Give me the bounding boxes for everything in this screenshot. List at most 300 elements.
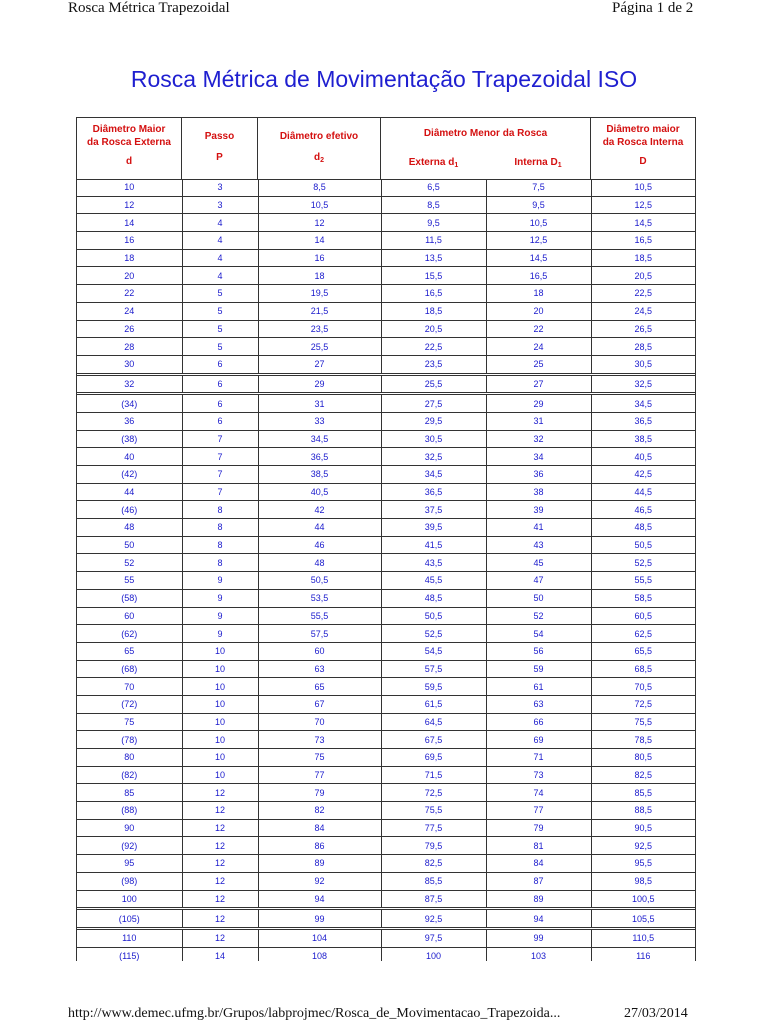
- cell-effective-diameter-d2: 25,5: [258, 338, 381, 356]
- cell-major-internal-D: 78,5: [591, 731, 695, 749]
- col4-subscript: 1: [454, 162, 459, 169]
- cell-minor-external-d1: 11,5: [381, 232, 486, 250]
- page-number: Página 1 de 2: [612, 0, 694, 16]
- table-row: [77, 625, 695, 643]
- cell-effective-diameter-d2: 92: [258, 872, 381, 890]
- cell-major-diameter-d: (88): [77, 802, 182, 820]
- table-row: [77, 928, 695, 947]
- cell-effective-diameter-d2: 21,5: [258, 302, 381, 320]
- cell-major-diameter-d: 26: [77, 320, 182, 338]
- cell-effective-diameter-d2: 79: [258, 784, 381, 802]
- table-row: [77, 909, 695, 929]
- table-row: [77, 819, 695, 837]
- table-row: [77, 320, 695, 338]
- cell-major-internal-D: 50,5: [591, 536, 695, 554]
- cell-minor-internal-D1: 74: [486, 784, 591, 802]
- cell-minor-external-d1: 67,5: [381, 731, 486, 749]
- cell-major-internal-D: 40,5: [591, 448, 695, 466]
- table-row: [77, 519, 695, 537]
- cell-major-internal-D: 105,5: [591, 909, 695, 929]
- cell-minor-internal-D1: 41: [486, 519, 591, 537]
- cell-pitch-p: 12: [182, 928, 258, 947]
- cell-minor-external-d1: 97,5: [381, 928, 486, 947]
- cell-major-diameter-d: 50: [77, 536, 182, 554]
- cell-pitch-p: 10: [182, 678, 258, 696]
- cell-effective-diameter-d2: 63: [258, 660, 381, 678]
- cell-minor-external-d1: 43,5: [381, 554, 486, 572]
- cell-effective-diameter-d2: 44: [258, 519, 381, 537]
- cell-minor-internal-D1: 84: [486, 855, 591, 873]
- col-major-diameter-external-header: [77, 123, 181, 168]
- cell-pitch-p: 12: [182, 909, 258, 929]
- cell-major-diameter-d: 48: [77, 519, 182, 537]
- cell-pitch-p: 10: [182, 713, 258, 731]
- cell-major-diameter-d: (34): [77, 394, 182, 413]
- cell-pitch-p: 10: [182, 766, 258, 784]
- table-row: [77, 179, 695, 196]
- cell-major-internal-D: 88,5: [591, 802, 695, 820]
- col6-symbol: D: [639, 156, 647, 167]
- cell-minor-internal-D1: 63: [486, 695, 591, 713]
- cell-minor-external-d1: 45,5: [381, 572, 486, 590]
- cell-pitch-p: 10: [182, 660, 258, 678]
- cell-pitch-p: 3: [182, 196, 258, 214]
- cell-minor-external-d1: 64,5: [381, 713, 486, 731]
- col6-line1: Diâmetro maior: [606, 124, 680, 135]
- cell-effective-diameter-d2: 14: [258, 232, 381, 250]
- cell-pitch-p: 10: [182, 642, 258, 660]
- col1-symbol: d: [125, 156, 133, 167]
- cell-effective-diameter-d2: 73: [258, 731, 381, 749]
- cell-effective-diameter-d2: 53,5: [258, 589, 381, 607]
- cell-major-internal-D: 26,5: [591, 320, 695, 338]
- cell-major-internal-D: 38,5: [591, 430, 695, 448]
- cell-effective-diameter-d2: 12: [258, 214, 381, 232]
- cell-effective-diameter-d2: 86: [258, 837, 381, 855]
- cell-pitch-p: 10: [182, 749, 258, 767]
- cell-effective-diameter-d2: 34,5: [258, 430, 381, 448]
- cell-major-internal-D: 85,5: [591, 784, 695, 802]
- col5-subscript: 1: [557, 162, 562, 169]
- cell-effective-diameter-d2: 57,5: [258, 625, 381, 643]
- cell-effective-diameter-d2: 48: [258, 554, 381, 572]
- cell-minor-external-d1: 59,5: [381, 678, 486, 696]
- cell-major-internal-D: 58,5: [591, 589, 695, 607]
- cell-major-diameter-d: 14: [77, 214, 182, 232]
- cell-major-diameter-d: (105): [77, 909, 182, 929]
- cell-minor-external-d1: 57,5: [381, 660, 486, 678]
- cell-major-diameter-d: (82): [77, 766, 182, 784]
- cell-major-diameter-d: 28: [77, 338, 182, 356]
- cell-major-internal-D: 34,5: [591, 394, 695, 413]
- cell-major-diameter-d: 16: [77, 232, 182, 250]
- cell-minor-external-d1: 25,5: [381, 374, 486, 394]
- cell-pitch-p: 12: [182, 802, 258, 820]
- cell-major-internal-D: 46,5: [591, 501, 695, 519]
- cell-effective-diameter-d2: 18: [258, 267, 381, 285]
- cell-major-diameter-d: 10: [77, 179, 182, 196]
- table-row: [77, 536, 695, 554]
- table-row: [77, 355, 695, 374]
- cell-minor-internal-D1: 39: [486, 501, 591, 519]
- table-row: [77, 338, 695, 356]
- cell-major-diameter-d: (98): [77, 872, 182, 890]
- cell-major-diameter-d: 32: [77, 374, 182, 394]
- cell-pitch-p: 5: [182, 302, 258, 320]
- cell-effective-diameter-d2: 60: [258, 642, 381, 660]
- cell-minor-external-d1: 71,5: [381, 766, 486, 784]
- cell-pitch-p: 12: [182, 855, 258, 873]
- cell-minor-external-d1: 50,5: [381, 607, 486, 625]
- cell-major-diameter-d: (92): [77, 837, 182, 855]
- cell-pitch-p: 3: [182, 179, 258, 196]
- cell-minor-internal-D1: 59: [486, 660, 591, 678]
- col2-line1: Passo: [204, 131, 235, 142]
- cell-minor-external-d1: 37,5: [381, 501, 486, 519]
- cell-pitch-p: 4: [182, 214, 258, 232]
- cell-major-diameter-d: 55: [77, 572, 182, 590]
- col-effective-diameter-header: [258, 130, 380, 164]
- cell-major-internal-D: 20,5: [591, 267, 695, 285]
- table-row: [77, 695, 695, 713]
- table-row: [77, 731, 695, 749]
- table-row: [77, 766, 695, 784]
- cell-effective-diameter-d2: 46: [258, 536, 381, 554]
- cell-minor-external-d1: 22,5: [381, 338, 486, 356]
- col-pitch-header: [182, 130, 257, 164]
- cell-pitch-p: 5: [182, 285, 258, 303]
- cell-effective-diameter-d2: 27: [258, 355, 381, 374]
- cell-minor-external-d1: 13,5: [381, 249, 486, 267]
- cell-minor-external-d1: 32,5: [381, 448, 486, 466]
- table-row: [77, 374, 695, 394]
- table-row: [77, 749, 695, 767]
- cell-minor-internal-D1: 14,5: [486, 249, 591, 267]
- cell-minor-internal-D1: 12,5: [486, 232, 591, 250]
- cell-minor-external-d1: 39,5: [381, 519, 486, 537]
- cell-minor-internal-D1: 32: [486, 430, 591, 448]
- table-row: [77, 285, 695, 303]
- table-row: [77, 607, 695, 625]
- cell-minor-internal-D1: 7,5: [486, 179, 591, 196]
- cell-minor-external-d1: 36,5: [381, 483, 486, 501]
- cell-major-internal-D: 75,5: [591, 713, 695, 731]
- cell-major-internal-D: 24,5: [591, 302, 695, 320]
- cell-minor-internal-D1: 69: [486, 731, 591, 749]
- cell-minor-external-d1: 48,5: [381, 589, 486, 607]
- cell-minor-internal-D1: 56: [486, 642, 591, 660]
- cell-minor-internal-D1: 27: [486, 374, 591, 394]
- col3-subscript: 2: [320, 157, 324, 164]
- cell-minor-external-d1: 15,5: [381, 267, 486, 285]
- cell-pitch-p: 8: [182, 536, 258, 554]
- cell-minor-external-d1: 27,5: [381, 394, 486, 413]
- cell-minor-internal-D1: 24: [486, 338, 591, 356]
- cell-pitch-p: 7: [182, 448, 258, 466]
- cell-effective-diameter-d2: 50,5: [258, 572, 381, 590]
- cell-minor-external-d1: 69,5: [381, 749, 486, 767]
- table-row: [77, 249, 695, 267]
- cell-effective-diameter-d2: 29: [258, 374, 381, 394]
- cell-major-internal-D: 82,5: [591, 766, 695, 784]
- table-row: [77, 947, 695, 961]
- cell-major-internal-D: 60,5: [591, 607, 695, 625]
- cell-major-internal-D: 92,5: [591, 837, 695, 855]
- cell-minor-external-d1: 79,5: [381, 837, 486, 855]
- cell-minor-external-d1: 18,5: [381, 302, 486, 320]
- thread-data-grid: [77, 179, 695, 961]
- cell-major-diameter-d: 20: [77, 267, 182, 285]
- cell-minor-external-d1: 87,5: [381, 890, 486, 909]
- table-row: [77, 837, 695, 855]
- col1-line2: da Rosca Externa: [87, 137, 171, 148]
- cell-pitch-p: 6: [182, 412, 258, 430]
- cell-major-internal-D: 68,5: [591, 660, 695, 678]
- cell-major-internal-D: 52,5: [591, 554, 695, 572]
- cell-major-internal-D: 98,5: [591, 872, 695, 890]
- table-row: [77, 232, 695, 250]
- cell-effective-diameter-d2: 108: [258, 947, 381, 961]
- cell-major-internal-D: 42,5: [591, 466, 695, 484]
- cell-major-internal-D: 16,5: [591, 232, 695, 250]
- cell-minor-internal-D1: 73: [486, 766, 591, 784]
- table-body: [77, 179, 695, 961]
- table-row: [77, 430, 695, 448]
- table-row: [77, 713, 695, 731]
- cell-minor-internal-D1: 89: [486, 890, 591, 909]
- cell-minor-internal-D1: 94: [486, 909, 591, 929]
- cell-major-internal-D: 12,5: [591, 196, 695, 214]
- cell-minor-internal-D1: 50: [486, 589, 591, 607]
- cell-major-internal-D: 22,5: [591, 285, 695, 303]
- cell-major-diameter-d: (58): [77, 589, 182, 607]
- footer-url: http://www.demec.ufmg.br/Grupos/labprojmec/Rosca_de_Movimentacao_Trapezoida...: [68, 1006, 561, 1021]
- cell-pitch-p: 9: [182, 625, 258, 643]
- table-row: [77, 448, 695, 466]
- cell-major-internal-D: 65,5: [591, 642, 695, 660]
- cell-major-diameter-d: 90: [77, 819, 182, 837]
- cell-major-diameter-d: 24: [77, 302, 182, 320]
- cell-pitch-p: 12: [182, 890, 258, 909]
- cell-major-diameter-d: 60: [77, 607, 182, 625]
- cell-minor-internal-D1: 18: [486, 285, 591, 303]
- cell-pitch-p: 10: [182, 731, 258, 749]
- cell-minor-internal-D1: 9,5: [486, 196, 591, 214]
- cell-minor-internal-D1: 31: [486, 412, 591, 430]
- cell-minor-external-d1: 23,5: [381, 355, 486, 374]
- col6-line2: da Rosca Interna: [602, 137, 684, 148]
- cell-major-diameter-d: 22: [77, 285, 182, 303]
- col3-symbol: d: [313, 152, 321, 163]
- cell-major-internal-D: 72,5: [591, 695, 695, 713]
- cell-effective-diameter-d2: 16: [258, 249, 381, 267]
- cell-effective-diameter-d2: 38,5: [258, 466, 381, 484]
- cell-major-internal-D: 10,5: [591, 179, 695, 196]
- cell-major-internal-D: 110,5: [591, 928, 695, 947]
- table-row: [77, 589, 695, 607]
- cell-minor-external-d1: 54,5: [381, 642, 486, 660]
- cell-major-diameter-d: 65: [77, 642, 182, 660]
- cell-minor-external-d1: 52,5: [381, 625, 486, 643]
- cell-pitch-p: 4: [182, 249, 258, 267]
- cell-effective-diameter-d2: 82: [258, 802, 381, 820]
- table-row: [77, 214, 695, 232]
- cell-pitch-p: 9: [182, 607, 258, 625]
- cell-major-internal-D: 44,5: [591, 483, 695, 501]
- cell-minor-external-d1: 20,5: [381, 320, 486, 338]
- cell-minor-internal-D1: 54: [486, 625, 591, 643]
- cell-minor-internal-D1: 29: [486, 394, 591, 413]
- cell-minor-external-d1: 92,5: [381, 909, 486, 929]
- table-row: [77, 660, 695, 678]
- cell-effective-diameter-d2: 31: [258, 394, 381, 413]
- table-row: [77, 267, 695, 285]
- col3-line1: Diâmetro efetivo: [279, 131, 359, 142]
- table-row: [77, 483, 695, 501]
- cell-effective-diameter-d2: 65: [258, 678, 381, 696]
- cell-major-diameter-d: 40: [77, 448, 182, 466]
- table-row: [77, 802, 695, 820]
- cell-minor-internal-D1: 61: [486, 678, 591, 696]
- cell-pitch-p: 4: [182, 232, 258, 250]
- cell-effective-diameter-d2: 19,5: [258, 285, 381, 303]
- cell-major-internal-D: 48,5: [591, 519, 695, 537]
- cell-pitch-p: 8: [182, 501, 258, 519]
- col2-symbol: P: [216, 152, 223, 163]
- cell-major-internal-D: 80,5: [591, 749, 695, 767]
- cell-major-internal-D: 95,5: [591, 855, 695, 873]
- table-row: [77, 855, 695, 873]
- cell-minor-external-d1: 30,5: [381, 430, 486, 448]
- cell-effective-diameter-d2: 77: [258, 766, 381, 784]
- cell-major-diameter-d: 110: [77, 928, 182, 947]
- cell-minor-external-d1: 34,5: [381, 466, 486, 484]
- cell-minor-internal-D1: 34: [486, 448, 591, 466]
- cell-pitch-p: 12: [182, 872, 258, 890]
- footer-date: 27/03/2014: [624, 1006, 688, 1021]
- cell-minor-internal-D1: 77: [486, 802, 591, 820]
- cell-major-internal-D: 100,5: [591, 890, 695, 909]
- cell-pitch-p: 5: [182, 338, 258, 356]
- cell-pitch-p: 8: [182, 554, 258, 572]
- cell-major-diameter-d: 75: [77, 713, 182, 731]
- cell-pitch-p: 7: [182, 466, 258, 484]
- cell-minor-external-d1: 41,5: [381, 536, 486, 554]
- cell-major-diameter-d: (46): [77, 501, 182, 519]
- cell-effective-diameter-d2: 99: [258, 909, 381, 929]
- cell-effective-diameter-d2: 75: [258, 749, 381, 767]
- cell-minor-external-d1: 8,5: [381, 196, 486, 214]
- cell-major-diameter-d: (38): [77, 430, 182, 448]
- col4-label: Externa d: [408, 157, 455, 168]
- table-row: [77, 554, 695, 572]
- table-row: [77, 642, 695, 660]
- cell-major-diameter-d: (72): [77, 695, 182, 713]
- cell-pitch-p: 7: [182, 430, 258, 448]
- cell-minor-external-d1: 16,5: [381, 285, 486, 303]
- page-header-title: Rosca Métrica Trapezoidal: [68, 0, 230, 16]
- cell-major-internal-D: 28,5: [591, 338, 695, 356]
- cell-major-diameter-d: 36: [77, 412, 182, 430]
- cell-major-internal-D: 55,5: [591, 572, 695, 590]
- cell-major-diameter-d: (68): [77, 660, 182, 678]
- cell-effective-diameter-d2: 42: [258, 501, 381, 519]
- cell-major-diameter-d: 30: [77, 355, 182, 374]
- cell-major-diameter-d: 18: [77, 249, 182, 267]
- table-row: [77, 678, 695, 696]
- table-row: [77, 412, 695, 430]
- cell-major-diameter-d: 85: [77, 784, 182, 802]
- cell-pitch-p: 9: [182, 589, 258, 607]
- cell-effective-diameter-d2: 8,5: [258, 179, 381, 196]
- cell-minor-internal-D1: 10,5: [486, 214, 591, 232]
- cell-effective-diameter-d2: 40,5: [258, 483, 381, 501]
- cell-pitch-p: 12: [182, 819, 258, 837]
- cell-major-internal-D: 116: [591, 947, 695, 961]
- cell-effective-diameter-d2: 67: [258, 695, 381, 713]
- cell-minor-internal-D1: 43: [486, 536, 591, 554]
- cell-minor-internal-D1: 20: [486, 302, 591, 320]
- col-major-diameter-internal-header: [591, 123, 695, 168]
- cell-major-diameter-d: 52: [77, 554, 182, 572]
- cell-major-internal-D: 90,5: [591, 819, 695, 837]
- cell-minor-internal-D1: 38: [486, 483, 591, 501]
- cell-effective-diameter-d2: 36,5: [258, 448, 381, 466]
- table-row: [77, 872, 695, 890]
- cell-major-diameter-d: (78): [77, 731, 182, 749]
- cell-major-internal-D: 70,5: [591, 678, 695, 696]
- cell-minor-internal-D1: 99: [486, 928, 591, 947]
- col5-label: Interna D: [514, 157, 558, 168]
- cell-major-internal-D: 18,5: [591, 249, 695, 267]
- cell-minor-external-d1: 29,5: [381, 412, 486, 430]
- cell-minor-internal-D1: 103: [486, 947, 591, 961]
- document-title: Rosca Métrica de Movimentação Trapezoidal ISO: [130, 66, 638, 92]
- cell-major-diameter-d: (42): [77, 466, 182, 484]
- col-internal-minor-header: [486, 156, 590, 169]
- cell-major-diameter-d: (62): [77, 625, 182, 643]
- col-minor-diameter-group-header: Diâmetro Menor da Rosca: [423, 128, 548, 139]
- cell-major-diameter-d: (115): [77, 947, 182, 961]
- cell-minor-internal-D1: 81: [486, 837, 591, 855]
- cell-minor-external-d1: 72,5: [381, 784, 486, 802]
- cell-pitch-p: 9: [182, 572, 258, 590]
- cell-major-diameter-d: 80: [77, 749, 182, 767]
- cell-major-internal-D: 36,5: [591, 412, 695, 430]
- col1-line1: Diâmetro Maior: [92, 124, 166, 135]
- cell-minor-external-d1: 6,5: [381, 179, 486, 196]
- table-row: [77, 196, 695, 214]
- cell-major-diameter-d: 12: [77, 196, 182, 214]
- cell-major-internal-D: 32,5: [591, 374, 695, 394]
- cell-minor-internal-D1: 66: [486, 713, 591, 731]
- cell-minor-internal-D1: 52: [486, 607, 591, 625]
- table-row: [77, 784, 695, 802]
- cell-minor-external-d1: 75,5: [381, 802, 486, 820]
- table-row: [77, 890, 695, 909]
- table-row: [77, 501, 695, 519]
- cell-minor-external-d1: 9,5: [381, 214, 486, 232]
- cell-minor-internal-D1: 79: [486, 819, 591, 837]
- cell-pitch-p: 5: [182, 320, 258, 338]
- cell-minor-internal-D1: 45: [486, 554, 591, 572]
- cell-effective-diameter-d2: 104: [258, 928, 381, 947]
- cell-pitch-p: 14: [182, 947, 258, 961]
- cell-major-diameter-d: 44: [77, 483, 182, 501]
- cell-minor-internal-D1: 87: [486, 872, 591, 890]
- cell-pitch-p: 6: [182, 394, 258, 413]
- cell-major-diameter-d: 100: [77, 890, 182, 909]
